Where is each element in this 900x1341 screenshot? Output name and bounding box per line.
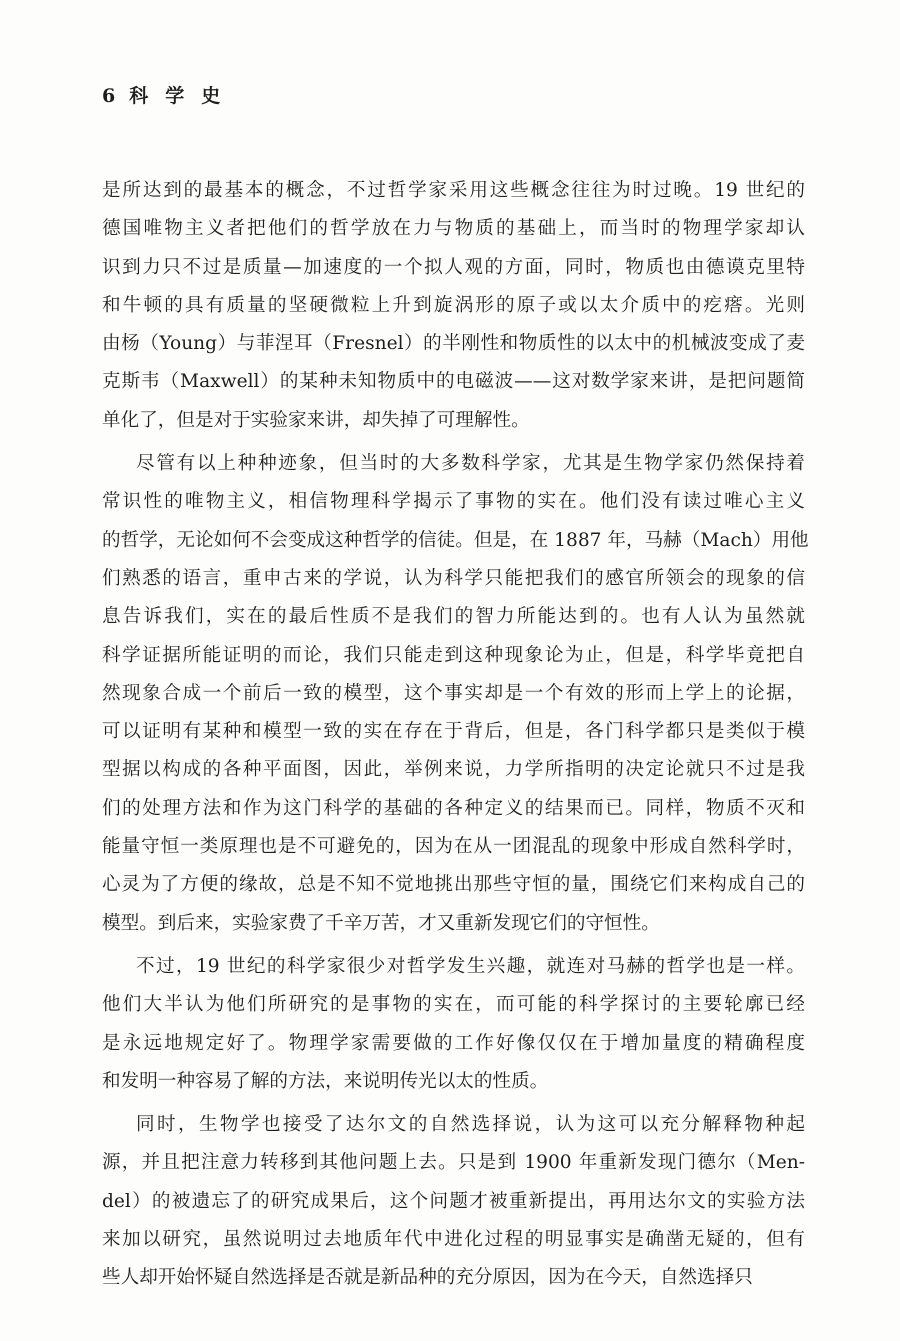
text-line: 不过，19 世纪的科学家很少对哲学发生兴趣，就连对马赫的哲学也是一样。 [136, 955, 805, 977]
text-line: 源，并且把注意力转移到其他问题上去。只是到 1900 年重新发现门德尔（Men- [102, 1152, 805, 1174]
text-line: 可以证明有某种和模型一致的实在存在于背后，但是，各门科学都只是类似于模 [102, 721, 805, 743]
paragraph [102, 172, 805, 440]
text-line: 常识性的唯物主义，相信物理科学揭示了事物的实在。他们没有读过唯心主义 [102, 491, 805, 513]
text-line: 和发明一种容易了解的方法，来说明传光以太的性质。 [102, 1070, 549, 1092]
text-line: 单化了，但是对于实验家来讲，却失掉了可理解性。 [102, 409, 530, 431]
text-line: 能量守恒一类原理也是不可避免的，因为在从一团混乱的现象中形成自然科学时， [102, 836, 805, 858]
text-line: 是永远地规定好了。物理学家需要做的工作好像仅仅在于增加量度的精确程度 [102, 1032, 805, 1054]
text-line: 同时，生物学也接受了达尔文的自然选择说，认为这可以充分解释物种起 [136, 1114, 805, 1136]
text-line: 克斯韦（Maxwell）的某种未知物质中的电磁波——这对数学家来讲，是把问题简 [102, 371, 805, 393]
text-line: 息告诉我们，实在的最后性质不是我们的智力所能达到的。也有人认为虽然就 [102, 606, 805, 628]
body-text [102, 172, 809, 1298]
header-title: 科学史 [129, 85, 238, 107]
text-line: 识到力只不过是质量—加速度的一个拟人观的方面，同时，物质也由德谟克里特 [102, 256, 805, 278]
paragraph [102, 1106, 805, 1297]
text-line: 来加以研究，虽然说明过去地质年代中进化过程的明显事实是确凿无疑的，但有 [102, 1229, 805, 1251]
text-line: 些人却开始怀疑自然选择是否就是新品种的充分原因，因为在今天，自然选择只 [102, 1267, 753, 1289]
paragraph [102, 948, 805, 1101]
page-number: 6 [102, 85, 116, 107]
text-line: 心灵为了方便的缘故，总是不知不觉地挑出那些守恒的量，围绕它们来构成自己的 [102, 874, 805, 896]
text-line: 他们大半认为他们所研究的是事物的实在，而可能的科学探讨的主要轮廓已经 [102, 994, 805, 1016]
text-line: del）的被遗忘了的研究成果后，这个问题才被重新提出，再用达尔文的实验方法 [102, 1190, 805, 1212]
text-line: 和牛顿的具有质量的坚硬微粒上升到旋涡形的原子或以太介质中的疙瘩。光则 [102, 294, 805, 316]
text-line: 德国唯物主义者把他们的哲学放在力与物质的基础上，而当时的物理学家却认 [102, 218, 805, 240]
text-line: 然现象合成一个前后一致的模型，这个事实却是一个有效的形而上学上的论据， [102, 682, 805, 704]
text-line: 由杨（Young）与菲涅耳（Fresnel）的半刚性和物质性的以太中的机械波变成了麦 [102, 333, 805, 355]
paragraph [102, 445, 809, 943]
text-line: 是所达到的最基本的概念，不过哲学家采用这些概念往往为时过晚。19 世纪的 [102, 180, 805, 201]
text-line: 们的处理方法和作为这门科学的基础的各种定义的结果而已。同样，物质不灭和 [102, 797, 805, 819]
running-head [102, 82, 237, 110]
text-line: 们熟悉的语言，重申古来的学说，认为科学只能把我们的感官所领会的现象的信 [102, 567, 805, 589]
text-line: 型据以构成的各种平面图，因此，举例来说，力学所指明的决定论就只不过是我 [102, 759, 805, 781]
text-line: 尽管有以上种种迹象，但当时的大多数科学家，尤其是生物学家仍然保持着 [136, 453, 805, 475]
text-line: 模型。到后来，实验家费了千辛万苦，才又重新发现它们的守恒性。 [102, 912, 660, 934]
text-line: 科学证据所能证明的而论，我们只能走到这种现象论为止，但是，科学毕竟把自 [102, 644, 805, 666]
text-line: 的哲学，无论如何不会变成这种哲学的信徒。但是，在 1887 年，马赫（Mach）用他 [102, 529, 809, 551]
